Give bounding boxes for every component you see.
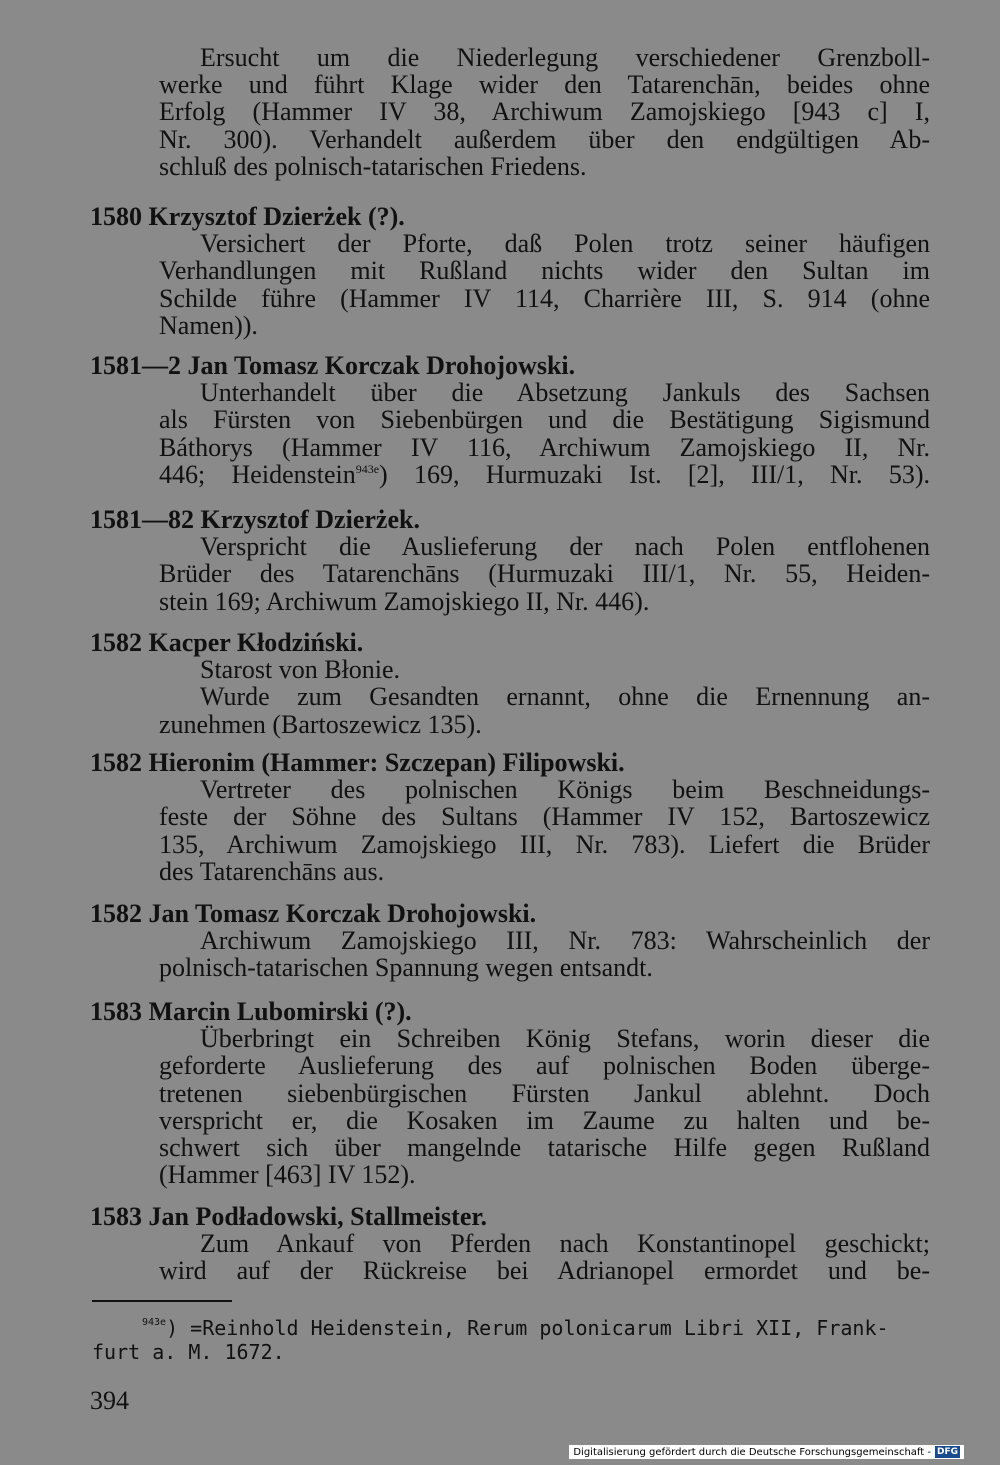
entry-year: 1581—2 (90, 351, 181, 380)
footnote-text: ) =Reinhold Heidenstein, Rerum polonicarum Libri XII, Frank- (166, 1316, 889, 1340)
entry-year: 1581—82 (90, 505, 194, 534)
entry-name: Marcin Lubomirski (?). (148, 997, 412, 1026)
credit-text: Digitalisierung gefördert durch die Deutsche Forschungsgemeinschaft - (573, 1446, 931, 1458)
text-line: verspricht er, die Kosaken im Zaume zu halten und be- (159, 1105, 930, 1135)
footnote-line: furt a. M. 1672. (92, 1340, 285, 1364)
text-line: geforderte Auslieferung des auf polnischen Boden überge- (159, 1051, 930, 1081)
entry-name: Krzysztof Dzierżek (?). (148, 202, 405, 231)
text-line: Verspricht die Auslieferung der nach Polen entflohenen (200, 532, 930, 562)
entry-name: Jan Podładowski, Stallmeister. (148, 1202, 488, 1231)
entry-1580 (90, 203, 930, 339)
text-line: Versichert der Pforte, daß Polen trotz seiner häufigen (200, 229, 930, 259)
text-line: Báthorys (Hammer IV 116, Archiwum Zamojskiego II, Nr. (159, 432, 930, 462)
page-number: 394 (90, 1386, 129, 1415)
text-line: feste der Söhne des Sultans (Hammer IV 152, Bartoszewicz (159, 802, 930, 832)
text-line: Verhandlungen mit Rußland nichts wider den Sultan im (159, 256, 930, 286)
text-line: 135, Archiwum Zamojskiego III, Nr. 783). Liefert die Brüder (159, 829, 930, 859)
entry-heading (90, 203, 930, 230)
footnote-divider (92, 1300, 232, 1302)
entry-heading (90, 749, 930, 776)
entry-heading (90, 352, 930, 379)
text-line: Unterhandelt über die Absetzung Jankuls des Sachsen (200, 378, 930, 408)
entry-1583-podladowski (90, 1203, 930, 1285)
text-line: als Fürsten von Siebenbürgen und die Bestätigung Sigismund (159, 405, 930, 435)
text-line: Starost von Błonie. (200, 655, 401, 685)
entry-year: 1583 (90, 1202, 142, 1231)
entry-name: Krzysztof Dzierżek. (200, 505, 420, 534)
text-line: werke und führt Klage wider den Tatarenchān, beides ohne (159, 70, 930, 100)
entry-heading (90, 1203, 930, 1230)
entry-heading (90, 629, 930, 656)
entry-1581-2 (90, 352, 930, 488)
text-line: Vertreter des polnischen Königs beim Beschneidungs- (200, 775, 930, 805)
entry-year: 1583 (90, 997, 142, 1026)
entry-name: Jan Tomasz Korczak Drohojowski. (148, 899, 537, 928)
entry-year: 1582 (90, 899, 142, 928)
entry-year: 1582 (90, 748, 142, 777)
text-line: (Hammer [463] IV 152). (159, 1160, 416, 1190)
entry-1582-klodzinski (90, 629, 930, 738)
entry-name: Jan Tomasz Korczak Drohojowski. (187, 351, 576, 380)
text-line: wird auf der Rückreise bei Adrianopel ermordet und be- (159, 1256, 930, 1286)
entry-year: 1582 (90, 628, 142, 657)
text-line: Erfolg (Hammer IV 38, Archiwum Zamojskiego [943 c] I, (159, 97, 930, 127)
text-fragment: 446; Heidenstein (159, 459, 356, 489)
text-line: polnisch-tatarischen Spannung wegen entsandt. (159, 953, 653, 983)
text-fragment: ) 169, Hurmuzaki Ist. [2], III/1, Nr. 53). (379, 459, 930, 489)
entry-name: Kacper Kłodziński. (148, 628, 364, 657)
entry-heading (90, 506, 930, 533)
text-line: Schilde führe (Hammer IV 114, Charrière III, S. 914 (ohne (159, 283, 930, 313)
text-line: Namen)). (159, 310, 258, 340)
intro-paragraph (90, 44, 930, 180)
text-line: Wurde zum Gesandten ernannt, ohne die Ernennung an- (200, 682, 930, 712)
text-line: schwert sich über mangelnde tatarische Hilfe gegen Rußland (159, 1133, 930, 1163)
entry-1582-filipowski (90, 749, 930, 885)
entry-1582-drohojowski (90, 900, 930, 982)
footnote-reference: 943e (355, 461, 380, 476)
footnote (92, 1316, 927, 1364)
text-line: Archiwum Zamojskiego III, Nr. 783: Wahrscheinlich der (200, 926, 930, 956)
entry-1581-82 (90, 506, 930, 615)
text-line: Brüder des Tatarenchāns (Hurmuzaki III/1, Nr. 55, Heiden- (159, 559, 930, 589)
text-line: Zum Ankauf von Pferden nach Konstantinopel geschickt; (200, 1229, 930, 1259)
text-line: Überbringt ein Schreiben König Stefans, worin dieser die (200, 1024, 930, 1054)
text-line: tretenen siebenbürgischen Fürsten Jankul ablehnt. Doch (159, 1078, 930, 1108)
entry-year: 1580 (90, 202, 142, 231)
footnote-mark: 943e (142, 1317, 167, 1328)
digitization-credit (569, 1445, 964, 1459)
entry-heading (90, 900, 930, 927)
text-line: zunehmen (Bartoszewicz 135). (159, 709, 482, 739)
entry-1583-lubomirski (90, 998, 930, 1188)
text-line: Ersucht um die Niederlegung verschiedener Grenzboll- (200, 43, 930, 72)
entry-name: Hieronim (Hammer: Szczepan) Filipowski. (148, 748, 625, 777)
text-line: stein 169; Archiwum Zamojskiego II, Nr. 446). (159, 586, 650, 616)
text-line (90, 461, 930, 488)
text-line: Nr. 300). Verhandelt außerdem über den endgültigen Ab- (159, 124, 930, 154)
text-line: schluß des polnisch-tatarischen Friedens. (159, 151, 587, 181)
entry-heading (90, 998, 930, 1025)
dfg-logo: DFG (936, 1447, 958, 1457)
text-line: des Tatarenchāns aus. (159, 856, 385, 886)
footnote-line (92, 1316, 927, 1340)
